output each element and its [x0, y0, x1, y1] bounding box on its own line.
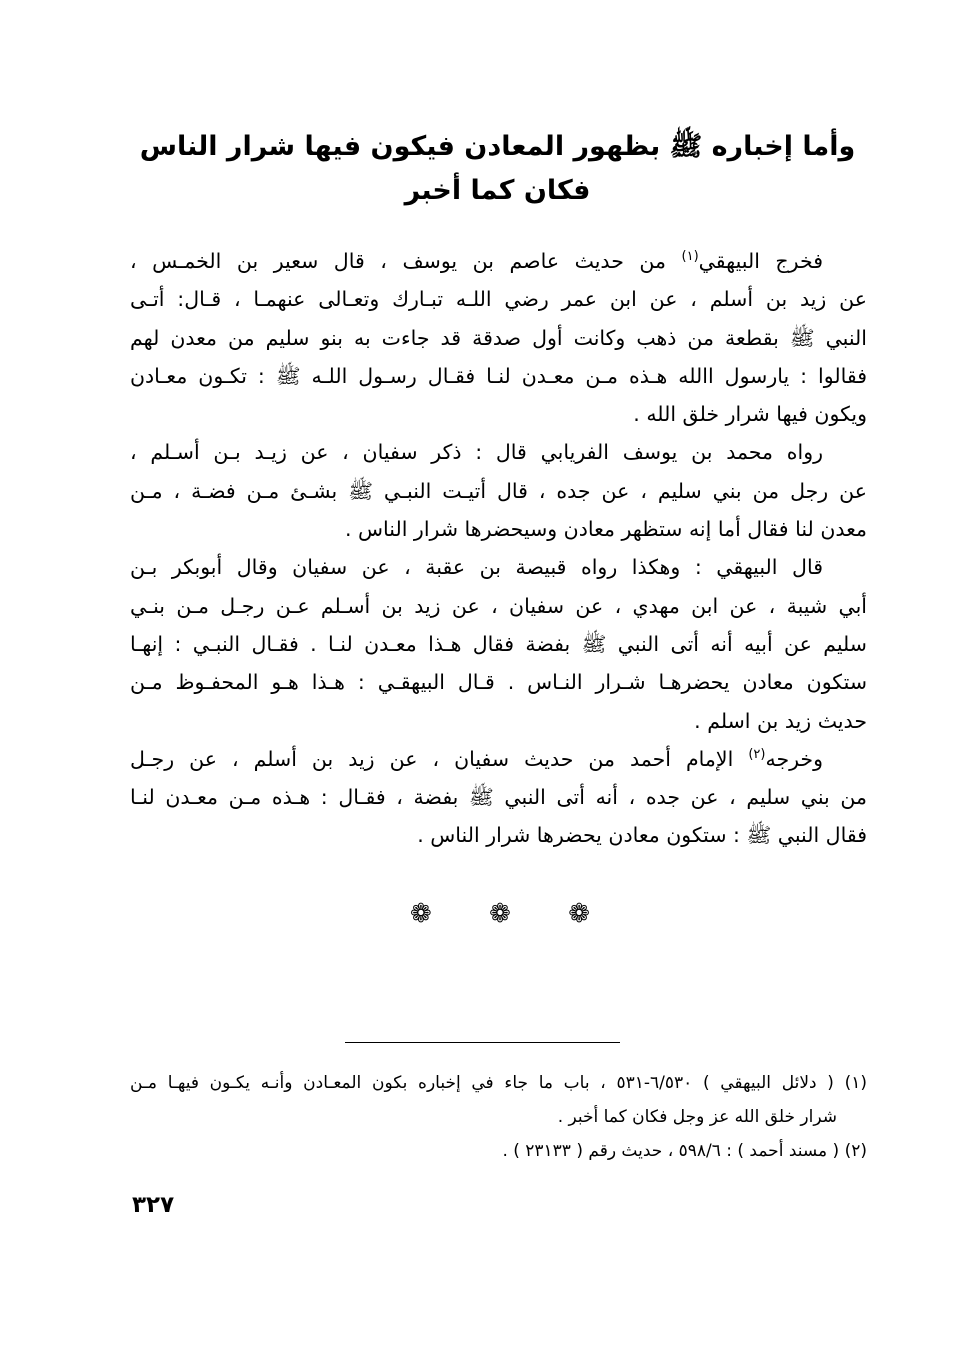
heading-line-2: فكان كما أخبر — [404, 175, 591, 206]
footnote-1-continuation: شرار خلق الله عز وجل فكان كما أخبر . — [557, 1107, 837, 1127]
text-line: قال البيهقي : وهكذا رواه قبيصة بن عقبة ، عن سفيان وقال أبوبكر بـن — [130, 555, 823, 580]
page-number: ٣٢٧ — [132, 1192, 175, 1218]
flower-ornament-icon: ❁ — [489, 899, 511, 929]
footnote-2: (٢) ( مسند أحمد ) : ٥٩٨/٦ ، حديث رقم ( ٢٣١٣٣ ) . — [502, 1141, 867, 1161]
text-line: عن زيد بن أسلم ، عن ابن عمر رضي اللـه تبـارك وتعـالى عنهمـا ، قـال: أتـى — [130, 287, 867, 312]
text-line: من بني سليم ، عن جده ، أنه أتى النبي ﷺ بفضة ، فقـال : هـذه مـن معـدن لنـا — [130, 785, 867, 810]
text-line: النبي ﷺ بقطعة من ذهب وكانت أول صدقة قد جاءت به بنو سليم من معدن لهم — [130, 325, 867, 350]
text-line — [130, 242, 867, 280]
footnote-ref-2[interactable]: (٢) — [748, 747, 766, 763]
text-line: ستكون معادن يحضرهـا شـرار النـاس . قـال البيهقـي : هـذا هـو المحفـوظ مـن — [130, 670, 867, 695]
text-line: سليم عن أبيه أنه أتى النبي ﷺ بفضة فقال هـذا معـدن لنـا . فقـال النبـي : إنهـا — [130, 631, 867, 656]
text-line: حديث زيد بن اسلم . — [694, 708, 867, 733]
text-line: فقالوا : يارسول االله هـذه مـن معـدن لنـا فقـال رسـول اللـه ﷺ : تكـون معـادن — [130, 363, 867, 388]
text-run: من حديث عاصم بن يوسف ، قال سعير بن الخمـس ، — [130, 249, 682, 273]
text-line: معدن لنا فقال أما إنه ستظهر معادن وسيحضرها شرار الناس . — [344, 517, 867, 542]
text-line: رواه محمد بن يوسف الفريابي قال : ذكر سفيان ، عن زيـد بـن أسـلم ، — [130, 440, 823, 465]
footnote-1: (١) ( دلائل البيهقي ) ٦/٥٣٠-٥٣١ ، باب ما جاء في إخباره بكون المعـادن وأنـه يكـون فيهـا مـن — [130, 1073, 867, 1093]
text-run: فخرج البيهقي — [698, 249, 824, 273]
footnote-ref-1[interactable]: (١) — [681, 249, 699, 265]
text-run: الإمام أحمد من حديث سفيان ، عن زيد بن أسلم ، عن رجـل — [130, 746, 749, 771]
flower-ornament-icon: ❁ — [410, 899, 432, 929]
text-line: أبي شيبة ، عن ابن مهدي ، عن سفيان ، عن زيد بن أسـلم عـن رجـل مـن بنـي — [130, 593, 867, 618]
section-divider — [410, 900, 590, 928]
text-run: وخرجه — [765, 746, 823, 771]
chapter-heading — [130, 125, 865, 213]
paragraph-2 — [130, 433, 867, 548]
footnotes — [130, 1066, 867, 1168]
text-line — [130, 740, 867, 778]
paragraph-4 — [130, 740, 867, 855]
paragraph-3 — [130, 548, 867, 739]
text-line: فقال النبي ﷺ : ستكون معادن يحضرها شرار الناس . — [417, 823, 867, 848]
footnote-separator — [345, 1042, 620, 1043]
text-line: ويكون فيها شرار خلق الله . — [633, 402, 867, 427]
heading-line-1: وأما إخباره ﷺ بظهور المعادن فيكون فيها شرار الناس — [139, 131, 856, 162]
paragraph-1 — [130, 242, 867, 433]
flower-ornament-icon: ❁ — [568, 899, 590, 929]
text-line: عن رجل من بني سليم ، عن جده ، قال أتيـت النبـي ﷺ بشـئ مـن فضـة ، مـن — [130, 478, 867, 503]
main-text — [130, 242, 867, 855]
